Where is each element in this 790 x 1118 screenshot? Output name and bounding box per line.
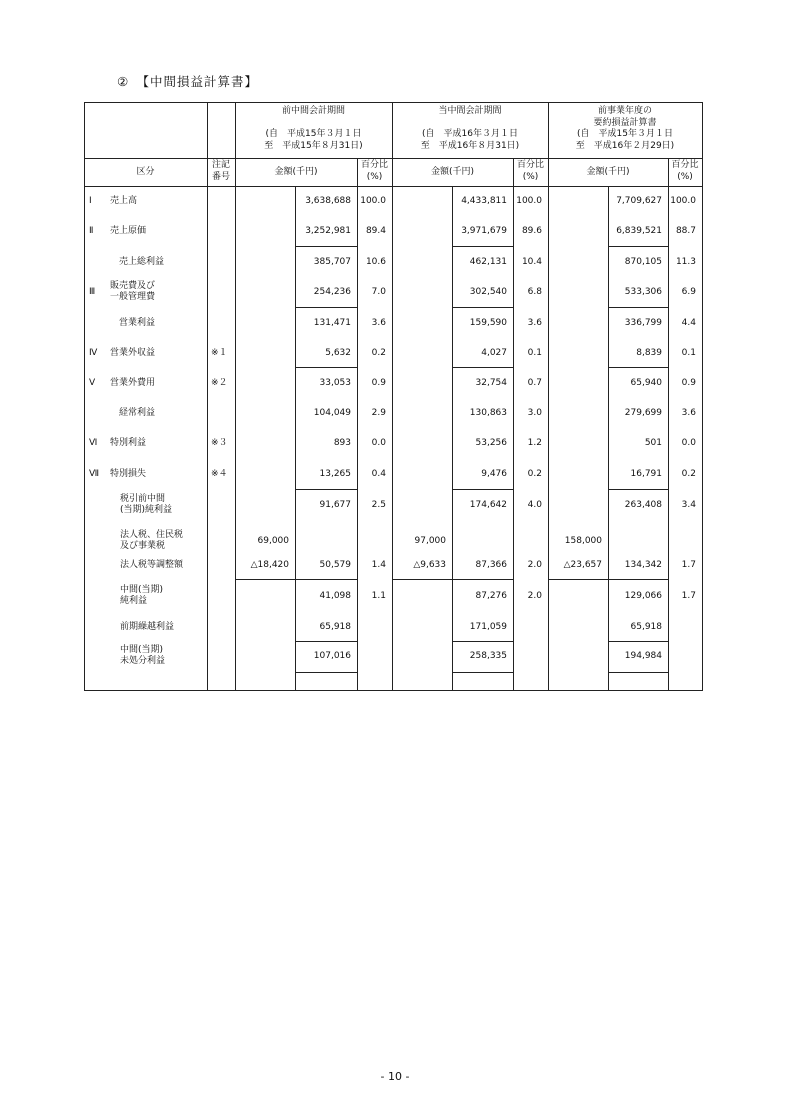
row-value: 0.9 bbox=[681, 377, 696, 388]
row-value: 2.0 bbox=[527, 559, 542, 570]
subtotal-line bbox=[295, 246, 357, 247]
subtotal-line bbox=[608, 246, 668, 247]
column-divider bbox=[668, 158, 669, 690]
row-value: 0.4 bbox=[371, 468, 386, 479]
column-divider bbox=[207, 102, 208, 690]
row-label-line: 販売費及び bbox=[110, 281, 156, 291]
row-value: 100.0 bbox=[360, 195, 386, 206]
period-header-line: 至 平成16年８月31日) bbox=[420, 140, 520, 151]
row-value: 174,642 bbox=[469, 499, 507, 510]
period-header bbox=[235, 106, 392, 152]
row-value: 263,408 bbox=[624, 499, 662, 510]
row-value: 88.7 bbox=[675, 225, 696, 236]
percent-header-line: (%) bbox=[677, 171, 693, 182]
row-value: 13,265 bbox=[319, 468, 351, 479]
row-value: 533,306 bbox=[624, 286, 662, 297]
subtotal-line bbox=[295, 489, 357, 490]
row-value: 254,236 bbox=[313, 286, 351, 297]
period-header-line: 前中間会計期間 bbox=[281, 106, 345, 116]
row-label-line: 法人税、住民税 bbox=[120, 530, 184, 540]
row-value: 5,632 bbox=[325, 347, 351, 358]
row-label bbox=[119, 408, 155, 419]
row-label bbox=[110, 378, 155, 389]
row-label-line: 前期繰越利益 bbox=[120, 621, 175, 632]
subtotal-line bbox=[608, 672, 668, 673]
row-value: 6.9 bbox=[681, 286, 696, 297]
row-value: 53,256 bbox=[475, 437, 507, 448]
column-divider bbox=[84, 102, 85, 690]
row-label bbox=[120, 494, 172, 516]
row-value: 3.6 bbox=[527, 317, 542, 328]
row-label bbox=[120, 585, 163, 607]
row-label-line: 営業外費用 bbox=[110, 377, 156, 388]
period-header-line bbox=[235, 118, 392, 130]
row-label bbox=[110, 196, 137, 207]
row-note: ※３ bbox=[211, 437, 228, 448]
percent-header bbox=[513, 160, 548, 183]
row-value: △18,420 bbox=[250, 559, 289, 570]
row-label bbox=[110, 348, 155, 359]
percent-header-line: (%) bbox=[366, 171, 383, 182]
row-value: 3.4 bbox=[681, 499, 696, 510]
row-value: 0.2 bbox=[527, 468, 542, 479]
row-label-line: 営業外収益 bbox=[110, 347, 156, 358]
period-header-line: 前事業年度の bbox=[597, 106, 652, 116]
row-roman-numeral: Ⅶ bbox=[89, 468, 100, 479]
column-divider bbox=[548, 102, 549, 690]
row-value: 0.0 bbox=[371, 437, 386, 448]
row-value: 16,791 bbox=[630, 468, 662, 479]
percent-header bbox=[357, 160, 392, 183]
row-value: 2.5 bbox=[371, 499, 386, 510]
row-value: 65,940 bbox=[630, 377, 662, 388]
row-value: 194,984 bbox=[624, 650, 662, 661]
category-header: 区分 bbox=[136, 167, 155, 177]
period-header-line bbox=[392, 118, 548, 130]
row-value: 1.4 bbox=[371, 559, 386, 570]
row-value: 158,000 bbox=[564, 535, 602, 546]
row-value: 3.6 bbox=[371, 317, 386, 328]
column-divider bbox=[513, 158, 514, 690]
column-divider bbox=[702, 102, 703, 690]
row-value: 3,638,688 bbox=[305, 195, 351, 206]
percent-header-line: 百分比 bbox=[360, 160, 388, 170]
amount-header: 金額(千円) bbox=[274, 167, 318, 177]
subtotal-line bbox=[295, 672, 357, 673]
subtotal-line bbox=[608, 367, 668, 368]
subtotal-line bbox=[452, 672, 513, 673]
row-value: 9,476 bbox=[481, 468, 507, 479]
row-value: 3,971,679 bbox=[461, 225, 507, 236]
row-label bbox=[120, 645, 165, 667]
row-value: 129,066 bbox=[624, 590, 662, 601]
table-border bbox=[84, 690, 703, 691]
amount-header: 金額(千円) bbox=[430, 167, 475, 177]
row-label bbox=[119, 257, 164, 268]
row-label-line: (当期)純利益 bbox=[120, 505, 173, 515]
row-value: 7.0 bbox=[371, 286, 386, 297]
row-value: 0.2 bbox=[371, 347, 386, 358]
row-label-line: 一般管理費 bbox=[110, 292, 156, 302]
row-roman-numeral: Ⅳ bbox=[89, 347, 98, 358]
row-label bbox=[110, 438, 146, 449]
period-header bbox=[548, 106, 702, 152]
row-value: 11.3 bbox=[675, 256, 696, 267]
table-border bbox=[84, 186, 703, 187]
period-header-line: 要約損益計算書 bbox=[593, 117, 657, 128]
row-value: 7,709,627 bbox=[616, 195, 662, 206]
percent-header-line: 百分比 bbox=[671, 160, 699, 170]
row-value: 33,053 bbox=[319, 377, 351, 388]
period-header-line: 至 平成16年２月29日) bbox=[575, 140, 675, 151]
row-roman-numeral: Ⅱ bbox=[89, 225, 94, 236]
subtotal-line bbox=[235, 579, 357, 580]
row-value: 3.0 bbox=[527, 407, 542, 418]
row-label bbox=[110, 469, 146, 480]
row-value: 89.6 bbox=[521, 225, 542, 236]
row-value: 10.4 bbox=[521, 256, 542, 267]
row-value: 6,839,521 bbox=[616, 225, 662, 236]
row-value: 100.0 bbox=[516, 195, 542, 206]
row-note: ※４ bbox=[211, 468, 228, 479]
row-value: 893 bbox=[333, 437, 351, 448]
subtotal-line bbox=[295, 641, 357, 642]
row-roman-numeral: Ⅴ bbox=[89, 377, 96, 388]
row-value: 336,799 bbox=[624, 317, 662, 328]
row-value: 32,754 bbox=[475, 377, 507, 388]
row-label-line: 中間(当期) bbox=[120, 585, 164, 595]
row-label bbox=[120, 530, 183, 552]
row-value: 870,105 bbox=[624, 256, 662, 267]
row-label-line: 売上総利益 bbox=[119, 256, 165, 267]
subtotal-line bbox=[295, 307, 357, 308]
note-header-line: 番号 bbox=[211, 171, 230, 182]
row-value: 104,049 bbox=[313, 407, 351, 418]
section-title: ② 【中間損益計算書】 bbox=[117, 74, 258, 89]
row-label-line: 純利益 bbox=[120, 596, 148, 606]
row-label-line: 売上原価 bbox=[110, 225, 147, 236]
row-label-line: 税引前中間 bbox=[120, 494, 166, 504]
row-label bbox=[119, 318, 155, 329]
subtotal-line bbox=[452, 246, 513, 247]
row-value: 8,839 bbox=[636, 347, 662, 358]
row-value: 0.9 bbox=[371, 377, 386, 388]
row-value: 107,016 bbox=[313, 650, 351, 661]
row-value: 87,276 bbox=[475, 590, 507, 601]
row-value: 159,590 bbox=[469, 317, 507, 328]
row-value: 501 bbox=[644, 437, 662, 448]
row-value: 4.0 bbox=[527, 499, 542, 510]
row-value: 171,059 bbox=[469, 621, 507, 632]
row-value: 4,433,811 bbox=[461, 195, 507, 206]
note-header-line: 注記 bbox=[211, 160, 230, 170]
row-value: 302,540 bbox=[469, 286, 507, 297]
row-value: 10.6 bbox=[365, 256, 386, 267]
row-label-line: 営業利益 bbox=[119, 317, 156, 328]
table-border bbox=[84, 158, 703, 159]
row-value: 134,342 bbox=[624, 559, 662, 570]
subtotal-line bbox=[608, 489, 668, 490]
row-value: 4,027 bbox=[481, 347, 507, 358]
row-label-line: 法人税等調整額 bbox=[120, 559, 184, 570]
row-roman-numeral: Ⅰ bbox=[89, 195, 92, 206]
percent-header-line: (%) bbox=[522, 171, 539, 182]
row-label-line: 未処分利益 bbox=[120, 656, 166, 666]
subtotal-line bbox=[452, 367, 513, 368]
subtotal-line bbox=[608, 641, 668, 642]
row-label bbox=[110, 226, 146, 237]
row-label-line: 及び事業税 bbox=[120, 541, 166, 551]
row-value: 65,918 bbox=[319, 621, 351, 632]
row-label bbox=[120, 622, 174, 633]
row-label bbox=[110, 281, 155, 303]
row-value: 1.1 bbox=[371, 590, 386, 601]
row-value: 258,335 bbox=[469, 650, 507, 661]
subtotal-line bbox=[392, 579, 513, 580]
column-divider bbox=[392, 102, 393, 690]
row-value: 385,707 bbox=[313, 256, 351, 267]
subtotal-line bbox=[452, 489, 513, 490]
row-value: 1.2 bbox=[527, 437, 542, 448]
column-divider bbox=[357, 158, 358, 690]
row-value: 2.0 bbox=[527, 590, 542, 601]
row-value: 462,131 bbox=[469, 256, 507, 267]
row-roman-numeral: Ⅵ bbox=[89, 437, 98, 448]
subtotal-line bbox=[295, 367, 357, 368]
row-value: 2.9 bbox=[371, 407, 386, 418]
row-value: 50,579 bbox=[319, 559, 351, 570]
row-value: △23,657 bbox=[563, 559, 602, 570]
row-value: 131,471 bbox=[313, 317, 351, 328]
row-value: 0.7 bbox=[527, 377, 542, 388]
row-value: 130,863 bbox=[469, 407, 507, 418]
period-header-line: 至 平成15年８月31日) bbox=[264, 140, 363, 151]
period-header-line: (自 平成15年３月１日 bbox=[265, 129, 362, 139]
row-value: 3,252,981 bbox=[305, 225, 351, 236]
row-value: 91,677 bbox=[319, 499, 351, 510]
row-value: 0.0 bbox=[681, 437, 696, 448]
row-value: 4.4 bbox=[681, 317, 696, 328]
row-label-line: 特別利益 bbox=[110, 437, 147, 448]
row-note: ※２ bbox=[211, 377, 228, 388]
row-value: △9,633 bbox=[413, 559, 446, 570]
row-label-line: 特別損失 bbox=[110, 468, 147, 479]
table-border bbox=[84, 102, 703, 103]
row-value: 65,918 bbox=[630, 621, 662, 632]
row-value: 100.0 bbox=[670, 195, 696, 206]
row-value: 0.1 bbox=[681, 347, 696, 358]
row-value: 1.7 bbox=[681, 590, 696, 601]
row-value: 0.1 bbox=[527, 347, 542, 358]
row-value: 1.7 bbox=[681, 559, 696, 570]
row-value: 87,366 bbox=[475, 559, 507, 570]
row-label bbox=[120, 560, 183, 571]
row-roman-numeral: Ⅲ bbox=[89, 286, 96, 297]
amount-header: 金額(千円) bbox=[586, 167, 630, 177]
period-header bbox=[392, 106, 548, 152]
row-value: 69,000 bbox=[257, 535, 289, 546]
subtotal-line bbox=[608, 307, 668, 308]
row-value: 279,699 bbox=[624, 407, 662, 418]
period-header-line: 当中間会計期間 bbox=[438, 106, 502, 116]
subtotal-line bbox=[452, 641, 513, 642]
row-value: 0.2 bbox=[681, 468, 696, 479]
period-header-line: (自 平成15年３月１日 bbox=[577, 129, 673, 139]
row-value: 6.8 bbox=[527, 286, 542, 297]
column-divider bbox=[235, 102, 236, 690]
row-value: 41,098 bbox=[319, 590, 351, 601]
percent-header-line: 百分比 bbox=[516, 160, 544, 170]
page-number: - 10 - bbox=[380, 1070, 410, 1083]
row-label-line: 経常利益 bbox=[119, 407, 156, 418]
row-value: 97,000 bbox=[414, 535, 446, 546]
subtotal-line bbox=[548, 579, 668, 580]
row-label-line: 売上高 bbox=[110, 195, 138, 206]
percent-header bbox=[668, 160, 702, 183]
row-value: 89.4 bbox=[365, 225, 386, 236]
row-label-line: 中間(当期) bbox=[120, 645, 164, 655]
row-note: ※１ bbox=[211, 347, 228, 358]
period-header-line: (自 平成16年３月１日 bbox=[422, 129, 518, 139]
subtotal-line bbox=[452, 307, 513, 308]
row-value: 3.6 bbox=[681, 407, 696, 418]
note-header bbox=[207, 160, 235, 183]
